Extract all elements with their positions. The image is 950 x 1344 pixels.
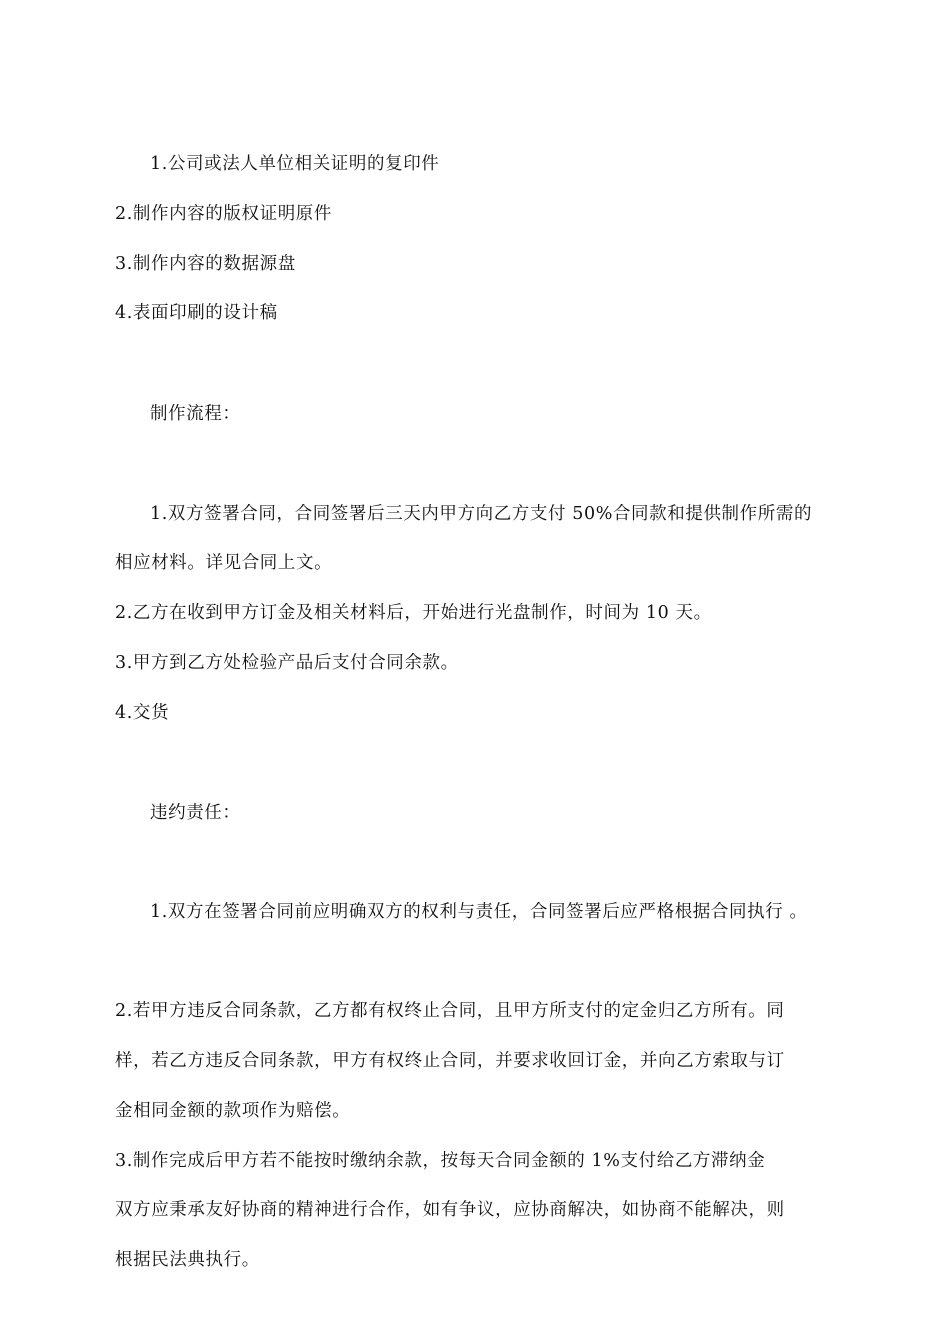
materials-item-2: 2.制作内容的版权证明原件 (115, 204, 332, 224)
closing-line-1: 双方应秉承友好协商的精神进行合作，如有争议，应协商解决，如协商不能解决，则 (115, 1200, 785, 1220)
process-item-1-line-1: 1.双方签署合同，合同签署后三天内甲方向乙方支付 50%合同款和提供制作所需的 (150, 504, 813, 524)
liability-item-2-line-2: 样，若乙方违反合同条款，甲方有权终止合同，并要求收回订金，并向乙方索取与订 (115, 1051, 785, 1071)
process-heading: 制作流程： (150, 404, 241, 424)
materials-item-3: 3.制作内容的数据源盘 (115, 254, 296, 274)
process-item-2: 2.乙方在收到甲方订金及相关材料后，开始进行光盘制作，时间为 10 天。 (115, 603, 712, 623)
liability-item-3: 3.制作完成后甲方若不能按时缴纳余款，按每天合同金额的 1%支付给乙方滞纳金 (115, 1151, 766, 1171)
liability-item-2-line-3: 金相同金额的款项作为赔偿。 (115, 1101, 351, 1121)
process-item-1-line-2: 相应材料。详见合同上文。 (115, 553, 333, 573)
liability-item-2-line-1: 2.若甲方违反合同条款，乙方都有权终止合同，且甲方所支付的定金归乙方所有。同 (115, 1001, 785, 1021)
materials-item-4: 4.表面印刷的设计稿 (115, 303, 278, 323)
liability-heading: 违约责任： (150, 803, 241, 823)
process-item-3: 3.甲方到乙方处检验产品后支付合同余款。 (115, 653, 459, 673)
liability-item-1: 1.双方在签署合同前应明确双方的权利与责任，合同签署后应严格根据合同执行 。 (150, 902, 808, 922)
materials-item-1: 1.公司或法人单位相关证明的复印件 (150, 154, 440, 174)
process-item-4: 4.交货 (115, 703, 170, 723)
closing-line-2: 根据民法典执行。 (115, 1250, 260, 1270)
